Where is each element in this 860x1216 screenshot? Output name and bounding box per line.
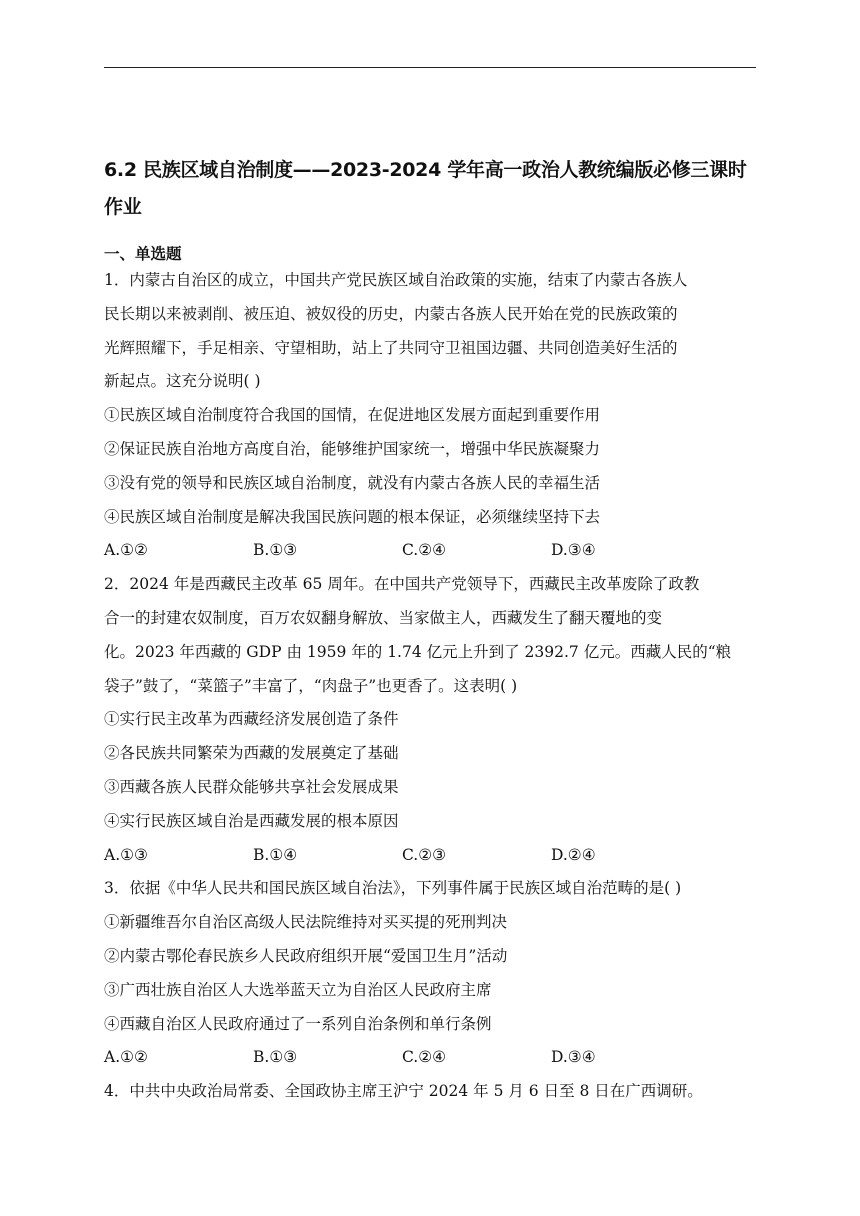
statement: ④民族区域自治制度是解决我国民族问题的根本保证，必须继续坚持下去 <box>104 507 601 526</box>
question-stem-line: 民长期以来被剥削、被压迫、被奴役的历史，内蒙古各族人民开始在党的民族政策的 <box>104 304 678 323</box>
option-c: C.②④ <box>402 1048 447 1067</box>
answer-options <box>104 534 764 568</box>
statement: ②内蒙古鄂伦春民族乡人民政府组织开展“爱国卫生月”活动 <box>104 946 508 965</box>
option-d: D.③④ <box>551 541 596 560</box>
document-title <box>104 152 764 226</box>
statement: ②保证民族自治地方高度自治，能够维护国家统一，增强中华民族凝聚力 <box>104 439 601 458</box>
question-stem-line: 光辉照耀下，手足相亲、守望相助，站上了共同守卫祖国边疆、共同创造美好生活的 <box>104 338 678 357</box>
option-a: A.①③ <box>104 845 148 864</box>
option-a: A.①② <box>104 1048 148 1067</box>
question-2 <box>104 568 764 872</box>
question-stem-line: 1．内蒙古自治区的成立，中国共产党民族区域自治政策的实施，结束了内蒙古各族人 <box>104 271 688 289</box>
option-b: B.①④ <box>253 845 298 864</box>
question-list <box>104 264 764 1109</box>
question-stem-line: 化。2023 年西藏的 GDP 由 1959 年的 1.74 亿元上升到了 2392.7 亿元。西藏人民的“粮 <box>104 642 732 661</box>
statement: ②各民族共同繁荣为西藏的发展奠定了基础 <box>104 744 399 763</box>
question-3 <box>104 872 764 1075</box>
question-stem-line: 合一的封建农奴制度，百万农奴翻身解放、当家做主人，西藏发生了翻天覆地的变 <box>104 608 663 627</box>
question-stem-line: 3．依据《中华人民共和国民族区域自治法》，下列事件属于民族区域自治范畴的是( ) <box>104 879 682 898</box>
question-stem-line: 新起点。这充分说明( ) <box>104 372 261 391</box>
statement: ①民族区域自治制度符合我国的国情，在促进地区发展方面起到重要作用 <box>104 406 601 425</box>
question-4 <box>104 1075 764 1109</box>
statement: ④实行民族区域自治是西藏发展的根本原因 <box>104 811 399 830</box>
question-stem-line: 4．中共中央政治局常委、全国政协主席王沪宁 2024 年 5 月 6 日至 8 日在广西调研。 <box>104 1082 703 1101</box>
title-line-1: 6.2 民族区域自治制度——2023-2024 学年高一政治人教统编版必修三课时 <box>104 159 747 181</box>
answer-options <box>104 839 764 873</box>
option-c: C.②③ <box>402 845 447 864</box>
statement: ③西藏各族人民群众能够共享社会发展成果 <box>104 777 399 796</box>
option-b: B.①③ <box>253 1048 298 1067</box>
question-1 <box>104 264 764 568</box>
statement: ④西藏自治区人民政府通过了一系列自治条例和单行条例 <box>104 1014 492 1033</box>
section-heading: 一、单选题 <box>104 245 182 263</box>
option-c: C.②④ <box>402 541 447 560</box>
answer-options <box>104 1041 764 1075</box>
option-a: A.①② <box>104 541 148 560</box>
option-b: B.①③ <box>253 541 298 560</box>
question-stem-line: 2．2024 年是西藏民主改革 65 周年。在中国共产党领导下，西藏民主改革废除了政教 <box>104 575 700 594</box>
option-d: D.②④ <box>551 845 596 864</box>
option-d: D.③④ <box>551 1048 596 1067</box>
statement: ①实行民主改革为西藏经济发展创造了条件 <box>104 710 399 729</box>
header-rule <box>104 67 756 68</box>
question-stem-line: 袋子”鼓了，“菜篮子”丰富了，“肉盘子”也更香了。这表明( ) <box>104 676 518 695</box>
statement: ③广西壮族自治区人大选举蓝天立为自治区人民政府主席 <box>104 980 492 999</box>
title-line-2: 作业 <box>104 196 142 218</box>
statement: ③没有党的领导和民族区域自治制度，就没有内蒙古各族人民的幸福生活 <box>104 473 601 492</box>
statement: ①新疆维吾尔自治区高级人民法院维持对买买提的死刑判决 <box>104 913 508 932</box>
